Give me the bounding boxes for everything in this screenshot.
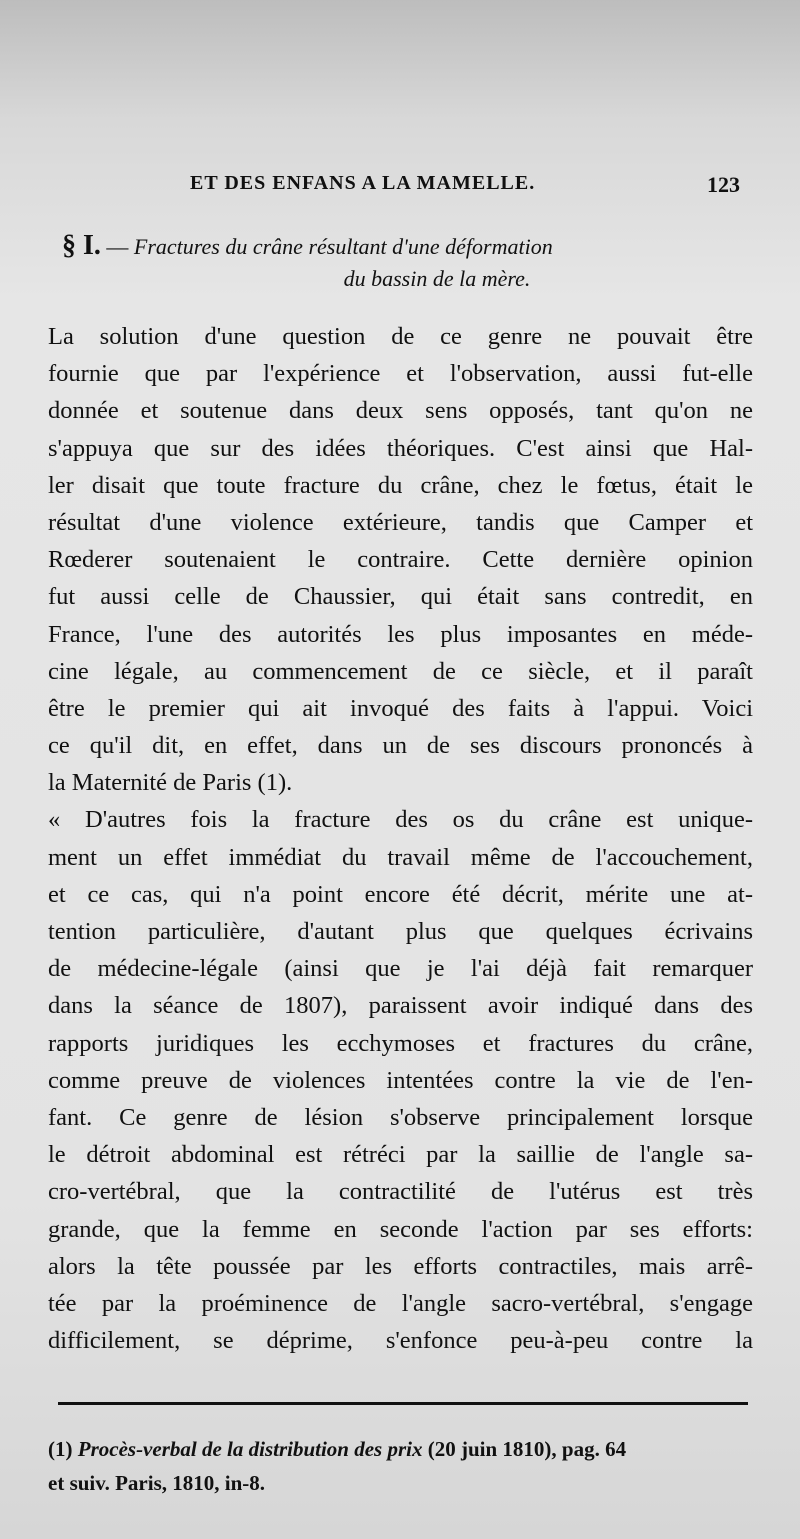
- text-line: France, l'une des autorités les plus imposantes en méde-: [48, 620, 753, 648]
- text-line: ce qu'il dit, en effet, dans un de ses discours prononcés à: [48, 732, 753, 760]
- text-line: donnée et soutenue dans deux sens opposés, tant qu'on ne: [48, 397, 753, 425]
- text-line: tention particulière, d'autant plus que quelques écrivains: [48, 918, 753, 945]
- section-mark: § I.: [62, 230, 101, 261]
- text-line: alors la tête poussée par les efforts contractiles, mais arrê-: [48, 1252, 753, 1280]
- footnote-line-1: [48, 1432, 753, 1466]
- footnote-date: (20 juin 1810), pag. 64: [422, 1437, 627, 1461]
- section-dash: —: [100, 234, 134, 259]
- text-line: fournie que par l'expérience et l'observation, aussi fut-elle: [48, 360, 753, 388]
- page-number: 123: [707, 172, 740, 197]
- running-head: [190, 172, 740, 206]
- footnote-title: Procès-verbal de la distribution des prix: [77, 1437, 423, 1461]
- body-text: [48, 318, 753, 1359]
- text-line: dans la séance de 1807), paraissent avoir indiqué dans des: [48, 992, 753, 1020]
- text-line: ment un effet immédiat du travail même de l'accouchement,: [48, 843, 753, 871]
- section-title-line2: du bassin de la mère.: [343, 266, 531, 291]
- text-line: résultat d'une violence extérieure, tandis que Camper et: [48, 508, 753, 536]
- text-line: et ce cas, qui n'a point encore été décrit, mérite une at-: [48, 880, 753, 908]
- text-line: de médecine-légale (ainsi que je l'ai déjà fait remarquer: [48, 955, 753, 983]
- text-line: être le premier qui ait invoqué des faits à l'appui. Voici: [48, 694, 753, 722]
- section-title-line1: Fractures du crâne résultant d'une déformation: [133, 234, 553, 259]
- text-line: « D'autres fois la fracture des os du crâne est unique-: [48, 806, 753, 834]
- footnote-marker: (1): [48, 1437, 78, 1461]
- text-line: fut aussi celle de Chaussier, qui était sans contredit, en: [48, 583, 753, 611]
- text-line: Rœderer soutenaient le contraire. Cette dernière opinion: [48, 546, 753, 574]
- text-line: s'appuya que sur des idées théoriques. C'est ainsi que Hal-: [48, 434, 753, 462]
- footnote: [48, 1432, 753, 1500]
- text-line: ler disait que toute fracture du crâne, chez le fœtus, était le: [48, 471, 753, 499]
- text-line: cine légale, au commencement de ce siècle, et il paraît: [48, 657, 753, 685]
- text-line: cro-vertébral, que la contractilité de l'utérus est très: [48, 1178, 753, 1206]
- text-line: comme preuve de violences intentées contre la vie de l'en-: [48, 1066, 753, 1094]
- text-line: rapports juridiques les ecchymoses et fractures du crâne,: [48, 1029, 753, 1057]
- text-line: tée par la proéminence de l'angle sacro-vertébral, s'engage: [48, 1289, 753, 1317]
- text-line: difficilement, se déprime, s'enfonce peu-à-peu contre la: [48, 1327, 753, 1355]
- running-title: ET DES ENFANS A LA MAMELLE.: [190, 172, 536, 194]
- text-line: fant. Ce genre de lésion s'observe principalement lorsque: [48, 1103, 753, 1131]
- footnote-rule: [58, 1402, 748, 1405]
- footnote-line-2: et suiv. Paris, 1810, in-8.: [48, 1471, 266, 1495]
- text-line: le détroit abdominal est rétréci par la saillie de l'angle sa-: [48, 1141, 753, 1169]
- section-heading: [62, 230, 752, 292]
- text-line: La solution d'une question de ce genre ne pouvait être: [48, 323, 753, 350]
- text-line: grande, que la femme en seconde l'action par ses efforts:: [48, 1215, 753, 1243]
- text-line: la Maternité de Paris (1).: [48, 769, 293, 797]
